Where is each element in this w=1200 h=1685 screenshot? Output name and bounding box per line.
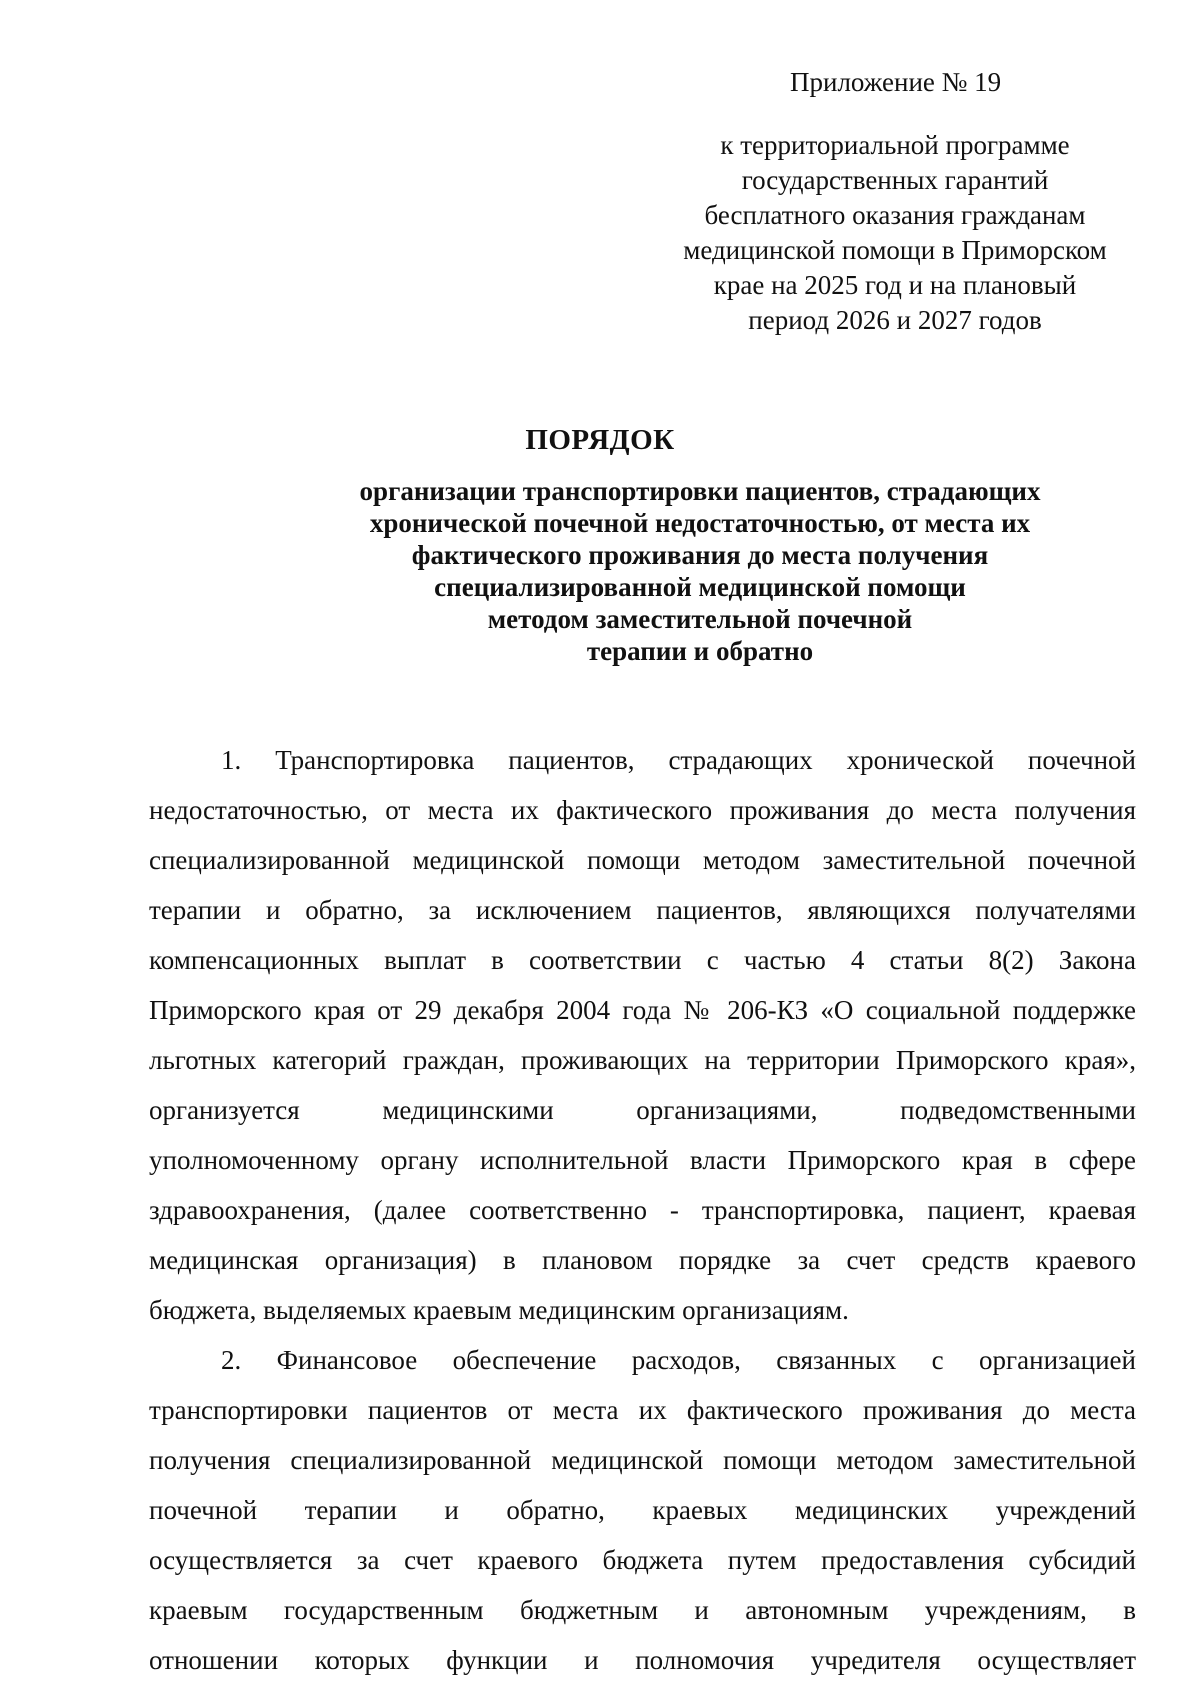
subtitle-line: методом заместительной почечной [487,604,913,634]
annex-reference-line: период 2026 и 2027 годов [748,305,1042,335]
subtitle-line: фактического проживания до места получения [411,540,989,570]
subtitle-line: специализированной медицинской помощи [434,572,966,602]
annex-reference-line: государственных гарантий [741,165,1049,195]
paragraph-line: краевым государственным бюджетным и автономным учреждениям, в [149,1595,1136,1625]
paragraph-line: компенсационных выплат в соответствии с частью 4 статьи 8(2) Закона [149,945,1136,975]
paragraph-line: 1. Транспортировка пациентов, страдающих хронической почечной [221,745,1136,775]
paragraph-line: 2. Финансовое обеспечение расходов, связанных с организацией [221,1345,1136,1375]
paragraph-line: Приморского края от 29 декабря 2004 года № 206-КЗ «О социальной поддержке [149,995,1136,1025]
paragraph-line: транспортировки пациентов от места их фактического проживания до места [149,1395,1136,1425]
annex-reference-line: медицинской помощи в Приморском [683,235,1107,265]
paragraph-line: отношении которых функции и полномочия учредителя осуществляет [149,1645,1136,1675]
paragraph-line: недостаточностью, от места их фактического проживания до места получения [149,795,1136,825]
annex-reference-line: к территориальной программе [720,130,1070,160]
subtitle-line: хронической почечной недостаточностью, от места их [369,508,1031,538]
annex-reference [655,128,1135,338]
document-body [149,735,1136,1685]
document-subtitle [300,475,1100,667]
paragraph-line: здравоохранения, (далее соответственно - транспортировка, пациент, краевая [149,1195,1136,1225]
paragraph-line: бюджета, выделяемых краевым медицинским организациям. [149,1295,849,1325]
paragraph-line: получения специализированной медицинской помощи методом заместительной [149,1445,1136,1475]
document-title: ПОРЯДОК [525,424,675,456]
paragraph-line: осуществляется за счет краевого бюджета путем предоставления субсидий [149,1545,1136,1575]
paragraph-line: уполномоченному органу исполнительной власти Приморского края в сфере [149,1145,1136,1175]
annex-number: Приложение № 19 [790,67,1002,97]
subtitle-line: терапии и обратно [586,636,814,666]
paragraph-line: льготных категорий граждан, проживающих на территории Приморского края», [149,1045,1136,1075]
subtitle-line: организации транспортировки пациентов, страдающих [359,476,1041,506]
paragraph-line: организуется медицинскими организациями, подведомственными [149,1095,1136,1125]
paragraph-line: медицинская организация) в плановом порядке за счет средств краевого [149,1245,1136,1275]
annex-reference-line: бесплатного оказания гражданам [704,200,1086,230]
annex-reference-line: крае на 2025 год и на плановый [713,270,1077,300]
paragraph-2 [149,1335,1136,1685]
paragraph-line: терапии и обратно, за исключением пациентов, являющихся получателями [149,895,1136,925]
paragraph-line: специализированной медицинской помощи методом заместительной почечной [149,845,1136,875]
paragraph-line: почечной терапии и обратно, краевых медицинских учреждений [149,1495,1136,1525]
paragraph-1 [149,735,1136,1335]
